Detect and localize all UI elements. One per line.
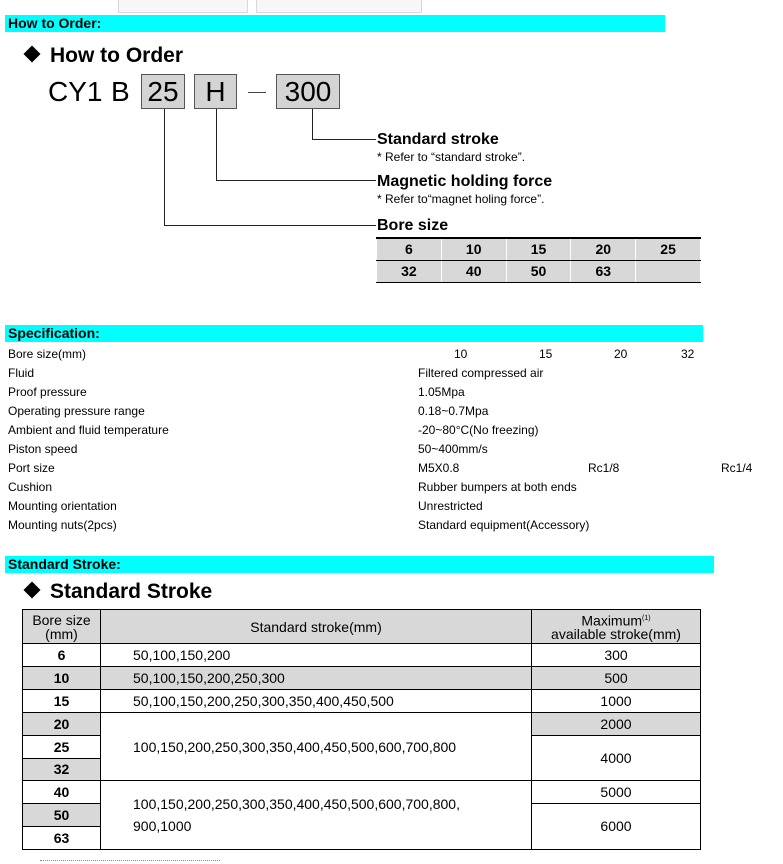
spec-value: 0.18~0.7Mpa (418, 404, 489, 418)
spec-row-cushion (8, 478, 778, 497)
bore-cell: 40 (441, 260, 506, 282)
bore-cell: 63 (23, 826, 101, 849)
header-standard-stroke: Standard stroke(mm) (101, 610, 532, 644)
code-box-magnetic-force: H (194, 74, 237, 109)
header-bore-size (23, 610, 101, 644)
header-bore-size-line2: (mm) (45, 625, 78, 642)
bore-cell: 50 (23, 804, 101, 827)
spec-row-mounting-nuts (8, 516, 778, 535)
spec-value: -20~80°C(No freezing) (418, 423, 539, 437)
spec-value: 20 (614, 347, 628, 361)
diamond-bullet-icon (24, 582, 41, 599)
code-dash (248, 92, 266, 93)
model-prefix: CY1 (48, 76, 103, 107)
cut-off-footnote (40, 856, 220, 864)
standard-stroke-note: * Refer to “standard stroke”. (377, 150, 526, 164)
standard-stroke-heading (22, 580, 212, 604)
code-box-stroke: 300 (276, 74, 340, 109)
spec-label: Proof pressure (8, 385, 87, 399)
spec-value: 50~400mm/s (418, 442, 488, 456)
table-row (377, 260, 701, 282)
bore-cell: 25 (23, 735, 101, 758)
table-row (23, 644, 701, 667)
table-row (377, 238, 701, 260)
bore-cell: 50 (506, 260, 571, 282)
spec-label: Fluid (8, 366, 35, 380)
header-max-line2: available stroke(mm) (551, 626, 681, 643)
diamond-bullet-icon (24, 46, 41, 63)
how-to-order-heading (22, 44, 183, 68)
spec-label: Port size (8, 461, 55, 475)
spec-row-fluid (8, 364, 778, 383)
bore-cell (636, 260, 701, 282)
spec-row-proof-pressure (8, 383, 778, 402)
max-stroke-cell: 4000 (532, 735, 701, 781)
spec-row-bore-size (8, 345, 778, 364)
top-strip (0, 0, 783, 14)
spec-value: Rubber bumpers at both ends (418, 480, 577, 494)
stroke-cell (101, 781, 532, 849)
spec-value: Rc1/8 (588, 461, 620, 475)
stroke-line-1: 100,150,200,250,300,350,400,450,500,600,700,800, (133, 796, 460, 813)
spec-value: M5X0.8 (418, 461, 460, 475)
standard-stroke-bar: Standard Stroke: (5, 556, 714, 573)
spec-value: 1.05Mpa (418, 385, 465, 399)
bore-cell: 6 (377, 238, 442, 260)
bore-cell: 15 (506, 238, 571, 260)
spec-value: Rc1/4 (721, 461, 753, 475)
connector-force-vertical (216, 109, 217, 181)
bore-cell: 6 (23, 644, 101, 667)
connector-force-horizontal (216, 180, 376, 181)
max-stroke-cell: 500 (532, 667, 701, 690)
spec-value: 10 (454, 347, 468, 361)
max-stroke-cell: 300 (532, 644, 701, 667)
bore-cell: 32 (23, 758, 101, 781)
header-max-line1: Maximum (581, 612, 643, 629)
standard-stroke-heading-text: Standard Stroke (50, 580, 213, 603)
max-stroke-cell: 2000 (532, 713, 701, 736)
bore-cell: 15 (23, 690, 101, 713)
stroke-cell: 100,150,200,250,300,350,400,450,500,600,700,800 (101, 713, 532, 781)
bore-cell: 40 (23, 781, 101, 804)
stroke-cell: 50,100,150,200,250,300,350,400,450,500 (101, 690, 532, 713)
spec-value: Unrestricted (418, 499, 483, 513)
magnetic-force-title: Magnetic holding force (377, 173, 553, 190)
header-bore-size-line1: Bore size (32, 611, 91, 628)
spec-label: Bore size(mm) (8, 347, 87, 361)
table-row (23, 713, 701, 736)
bore-size-table (376, 237, 701, 283)
code-box-bore: 25 (141, 74, 185, 109)
spec-label: Piston speed (8, 442, 78, 456)
standard-stroke-title: Standard stroke (377, 131, 499, 148)
spec-row-mounting-orientation (8, 497, 778, 516)
browser-tab-fragment[interactable] (256, 0, 422, 13)
stroke-line-2: 900,1000 (133, 818, 192, 835)
connector-bore-horizontal (164, 225, 376, 226)
spec-label: Operating pressure range (8, 404, 145, 418)
spec-value: 15 (539, 347, 553, 361)
spec-label: Ambient and fluid temperature (8, 423, 169, 437)
stroke-cell: 50,100,150,200 (101, 644, 532, 667)
how-to-order-bar: How to Order: (5, 15, 665, 32)
spec-value: Standard equipment(Accessory) (418, 518, 590, 532)
spec-row-temperature (8, 421, 778, 440)
spec-value: 32 (681, 347, 695, 361)
table-row (23, 690, 701, 713)
spec-label: Mounting nuts(2pcs) (8, 518, 117, 532)
spec-row-port-size (8, 459, 778, 478)
footnote-mark: (1) (642, 614, 651, 622)
specification-bar: Specification: (5, 325, 703, 342)
max-stroke-cell: 1000 (532, 690, 701, 713)
max-stroke-cell: 5000 (532, 781, 701, 804)
max-stroke-cell: 6000 (532, 804, 701, 850)
spec-row-operating-pressure (8, 402, 778, 421)
bore-cell: 20 (571, 238, 636, 260)
bore-size-title: Bore size (377, 217, 449, 234)
magnetic-force-note: * Refer to“magnet holing force”. (377, 192, 545, 206)
connector-stroke-vertical (312, 109, 313, 140)
bore-cell: 32 (377, 260, 442, 282)
spec-row-piston-speed (8, 440, 778, 459)
spec-label: Mounting orientation (8, 499, 117, 513)
connector-bore-vertical (164, 109, 165, 226)
model-series-letter: B (111, 76, 130, 107)
header-max-stroke (532, 610, 701, 644)
bore-cell: 10 (23, 667, 101, 690)
table-row (23, 667, 701, 690)
bore-cell: 63 (571, 260, 636, 282)
standard-stroke-table (22, 609, 701, 850)
spec-value: Filtered compressed air (418, 366, 544, 380)
bore-cell: 10 (441, 238, 506, 260)
table-header-row (23, 610, 701, 644)
how-to-order-heading-text: How to Order (50, 44, 184, 67)
stroke-cell: 50,100,150,200,250,300 (101, 667, 532, 690)
table-row (23, 781, 701, 804)
browser-tab-fragment[interactable] (118, 0, 248, 13)
connector-stroke-horizontal (312, 139, 376, 140)
spec-label: Cushion (8, 480, 53, 494)
bore-cell: 20 (23, 713, 101, 736)
bore-cell: 25 (636, 238, 701, 260)
